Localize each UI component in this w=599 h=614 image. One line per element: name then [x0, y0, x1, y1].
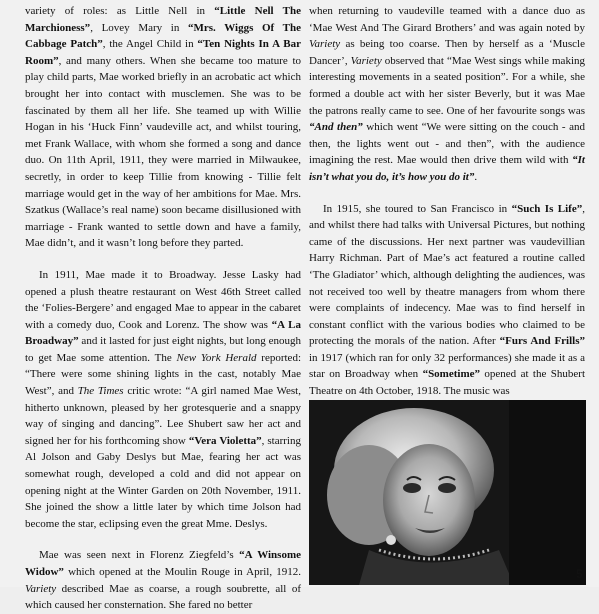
show-title: “Little Nell The Marchioness” [25, 5, 301, 34]
text-run: . [474, 170, 478, 183]
show-title: “Such Is Life” [511, 202, 583, 215]
publication-name: Variety [309, 38, 341, 51]
show-title: “A La Broadway” [25, 318, 301, 348]
text-run: In 1911, Mae made it to Broadway. Jesse Lasky had opened a plush theatre restaurant on West 46th Street called the ‘Folies-Bergere’ and engaged Mae to appear in the cabaret with a comedy duo, Cook and Lorenz. The show was [25, 268, 301, 331]
song-title: “And then” [309, 121, 363, 134]
right-column [309, 3, 585, 400]
text-run: , Lovey Mary in [90, 21, 188, 34]
show-title: “Mrs. Wiggs Of The Cabbage Patch” [25, 21, 301, 51]
publication-name: New York Herald [176, 351, 257, 364]
publication-name: Variety [350, 54, 382, 67]
text-run: , and many others. When she became too mature to play child parts, Mae worked briefly in an acrobatic act which brought her into contact with musclemen. She was to be fascinated by them all her life. She teamed up with Willie Hogan in his ‘Huck Finn’ vaudeville act, and whilst touring, met Frank Wallace, with whom she formed a song and dance duo. On 11th April, 1911, they were married in Milwaukee, secretly, in order to keep Tillie from knowing - Tillie felt marriage would get in the way of her ambitions for Mae. Mrs. Szatkus (Wallace’s real name) soon became disillusioned with marriage - Frank wanted to settle down and have a family, Mae didn’t, and it wasn’t long before they parted. [25, 54, 301, 250]
text-run: described Mae as coarse, a rough soubrette, all of which caused her consternation. She fared no better [25, 582, 301, 612]
text-run: which opened at the Moulin Rouge in April, 1912. [63, 566, 301, 578]
text-run: critic wrote: “A girl named Mae West, hitherto unknown, pleased by her grotesquerie and a snappy way of singing and dancing”. Lee Shubert saw her act and signed her for his forthcoming show [25, 385, 301, 447]
paragraph-broadway [25, 267, 301, 533]
portrait-illustration [309, 400, 586, 585]
text-run: , starring Al Jolson and Gaby Deslys but Mae, fearing her act was somewhat rough, developed a cold and did not appear on opening night at the Winter Garden on 20th November, 1911. She joined the show a little later by which time Jolson had become the star, eclipsing even the great Mme. Deslys. [25, 434, 301, 530]
text-run: , the Angel Child in [102, 38, 198, 51]
text-run: which went “We were sitting on the couch - and then, the lights went out - and then”, with the audience imagining the rest. Mae would then drive them wild with [309, 121, 585, 167]
song-quote: “It isn’t what you do, it’s how you do it” [309, 154, 585, 183]
paragraph-san-francisco [309, 201, 585, 400]
show-title: “Ten Nights In A Bar Room” [25, 38, 301, 67]
portrait-photo-icon [309, 400, 586, 585]
show-title: “Sometime” [422, 368, 480, 381]
text-run: and it lasted for just eight nights, but long enough to get Mae some attention. The [25, 335, 301, 364]
show-title: “A Winsome Widow” [25, 549, 301, 578]
text-run: reported: “There were some shining lights in the cast, notably Mae West”, and [25, 351, 301, 398]
text-run: , and whilst there had talks with Universal Pictures, but nothing came of the discussions. Her next partner was vaudevillian Harry Richman. Part of Mae’s act featured a routine called ‘The Gladiator’ which, although delighting the audiences, was not received too well by theatre managers from whom there were complaints of indecency. Mae was to find herself in constant conflict with the various bodies who claimed to be protecting the morals of the nation. After [309, 202, 585, 348]
show-title: “Vera Violetta” [188, 434, 262, 447]
text-run: opened at the Shubert Theatre on 4th October, 1918. The music was [309, 368, 585, 398]
page-number: 5 [576, 567, 583, 581]
paragraph-vaudeville [309, 3, 585, 186]
text-run: observed that “Mae West sings while making interesting movements in a seated position”. For a while, she formed a double act with her sister Beverly, but it was Mae the patrons really came to see. One of her favourite songs was [309, 54, 585, 117]
text-run: In 1915, she toured to San Francisco in [323, 202, 512, 215]
publication-name: The Times [77, 385, 124, 398]
text-run: when returning to vaudeville teamed with a dance duo as ‘Mae West And The Girard Brothers’ and was again noted by [309, 5, 585, 34]
publication-name: Variety [25, 582, 57, 595]
text-run: variety of roles: as Little Nell in [25, 5, 215, 17]
text-run: as being too coarse. Then by herself as a ‘Muscle Dancer’, [309, 38, 585, 67]
text-run: Mae was seen next in Florenz Ziegfeld’s [39, 549, 240, 562]
paragraph-roles [25, 3, 301, 252]
left-column [25, 3, 301, 614]
paragraph-ziegfeld [25, 547, 301, 613]
show-title: “Furs And Frills” [499, 335, 585, 348]
text-run: in 1917 (which ran for only 32 performances) she made it as a star on Broadway when [309, 351, 585, 381]
